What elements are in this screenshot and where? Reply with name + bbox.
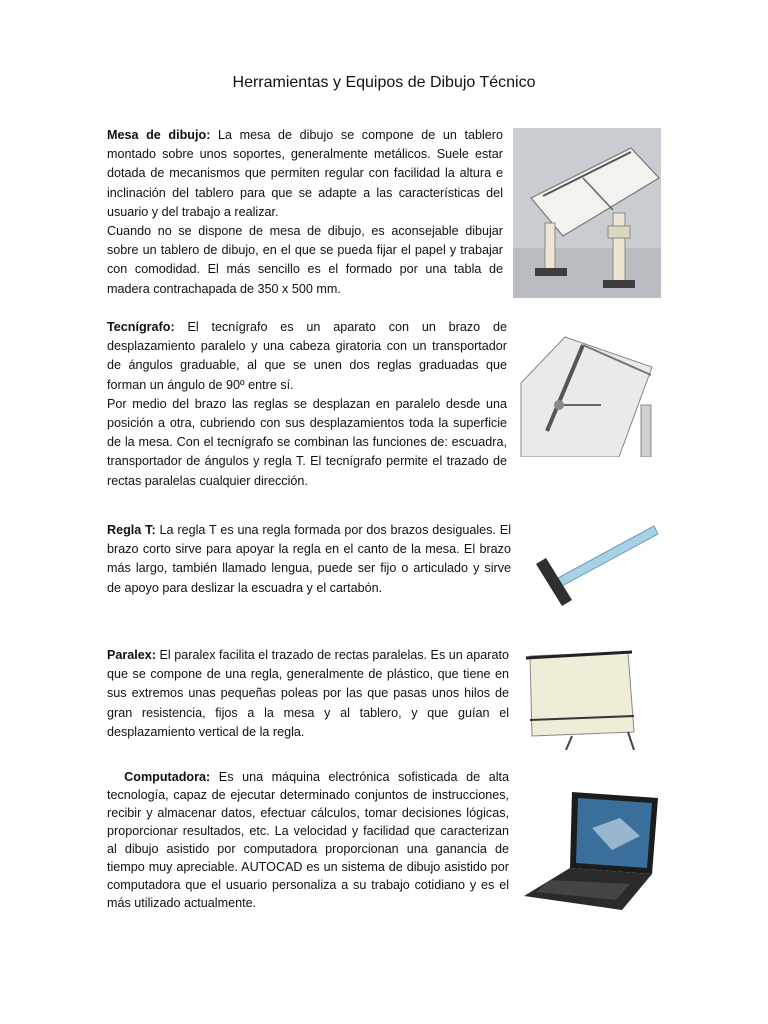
regla-t-paragraph-1: La regla T es una regla formada por dos brazos desiguales. El brazo corto sirve para apoyar la regla en el canto de la mesa. El brazo más largo, también llamado lengua, puede ser fijo o articulado y sirve de apoyo para deslizar la escuadra y el cartabón.	[107, 523, 511, 595]
section-mesa-de-dibujo	[107, 126, 503, 299]
tecnigrafo-paragraph-2: Por medio del brazo las reglas se desplazan en paralelo desde una posición a otra, cubriendo con sus desplazamientos toda la superficie de la mesa. Con el tecnígrafo se combinan las funciones de: escuadra, transportador de ángulos y regla T. El tecnígrafo permite el trazado de rectas paralelas cualquier dirección.	[107, 396, 507, 488]
computadora-paragraph-1: Es una máquina electrónica sofisticada de alta tecnología, capaz de ejecutar determinado conjuntos de instrucciones, recibir y almacenar datos, efectuar cálculos, tomar decisiones lógicas, proporcionar resultados, etc. La velocidad y facilidad que caracterizan al dibujo asistido por computadora proporcionan una ganancia de tiempo muy apreciable. AUTOCAD es un sistema de dibujo asistido por computadora que el usuario personaliza a su trabajo cotidiano y es el más utilizado actualmente.	[107, 770, 509, 910]
term-regla-t: Regla T:	[107, 523, 156, 537]
term-mesa-de-dibujo: Mesa de dibujo:	[107, 128, 211, 142]
drawing-table-image	[513, 128, 661, 298]
mesa-paragraph-2: Cuando no se dispone de mesa de dibujo, es aconsejable dibujar sobre un tablero de dibujo, en el que se pueda fijar el papel y trabajar con comodidad. El más sencillo es el formado por una tabla de madera contrachapada de 350 x 500 mm.	[107, 224, 503, 296]
t-square-image	[528, 520, 660, 610]
term-tecnigrafo: Tecnígrafo:	[107, 320, 175, 334]
mesa-paragraph-1: La mesa de dibujo se compone de un tablero montado sobre unos soportes, generalmente metálicos. Suele estar dotada de mecanismos que permiten regular con facilidad la altura e inclinación del tablero para que se adapte a las características del usuario y del trabajo a realizar.	[107, 128, 503, 219]
paralex-paragraph-1: El paralex facilita el trazado de rectas paralelas. Es un aparato que se compone de una regla, generalmente de plástico, que tiene en sus extremos unas pequeñas poleas por las que pasas unos hilos de gran resistencia, fijos a la mesa y al tablero, y que guían el desplazamiento vertical de la regla.	[107, 648, 509, 739]
section-paralex	[107, 646, 509, 742]
section-computadora	[107, 768, 509, 912]
section-regla-t	[107, 521, 511, 598]
tecnigrafo-paragraph-1: El tecnígrafo es un aparato con un brazo de desplazamiento paralelo y una cabeza giratoria con un transportador de ángulos graduable, al que se unen dos reglas graduadas que forman un ángulo de 90º entre sí.	[107, 320, 507, 392]
term-computadora: Computadora:	[124, 770, 211, 784]
term-paralex: Paralex:	[107, 648, 157, 662]
page-title: Herramientas y Equipos de Dibujo Técnico	[232, 74, 536, 91]
laptop-image	[520, 788, 660, 912]
parallel-rule-board-image	[518, 636, 640, 750]
section-tecnigrafo	[107, 318, 507, 491]
drafting-machine-image	[519, 335, 654, 457]
